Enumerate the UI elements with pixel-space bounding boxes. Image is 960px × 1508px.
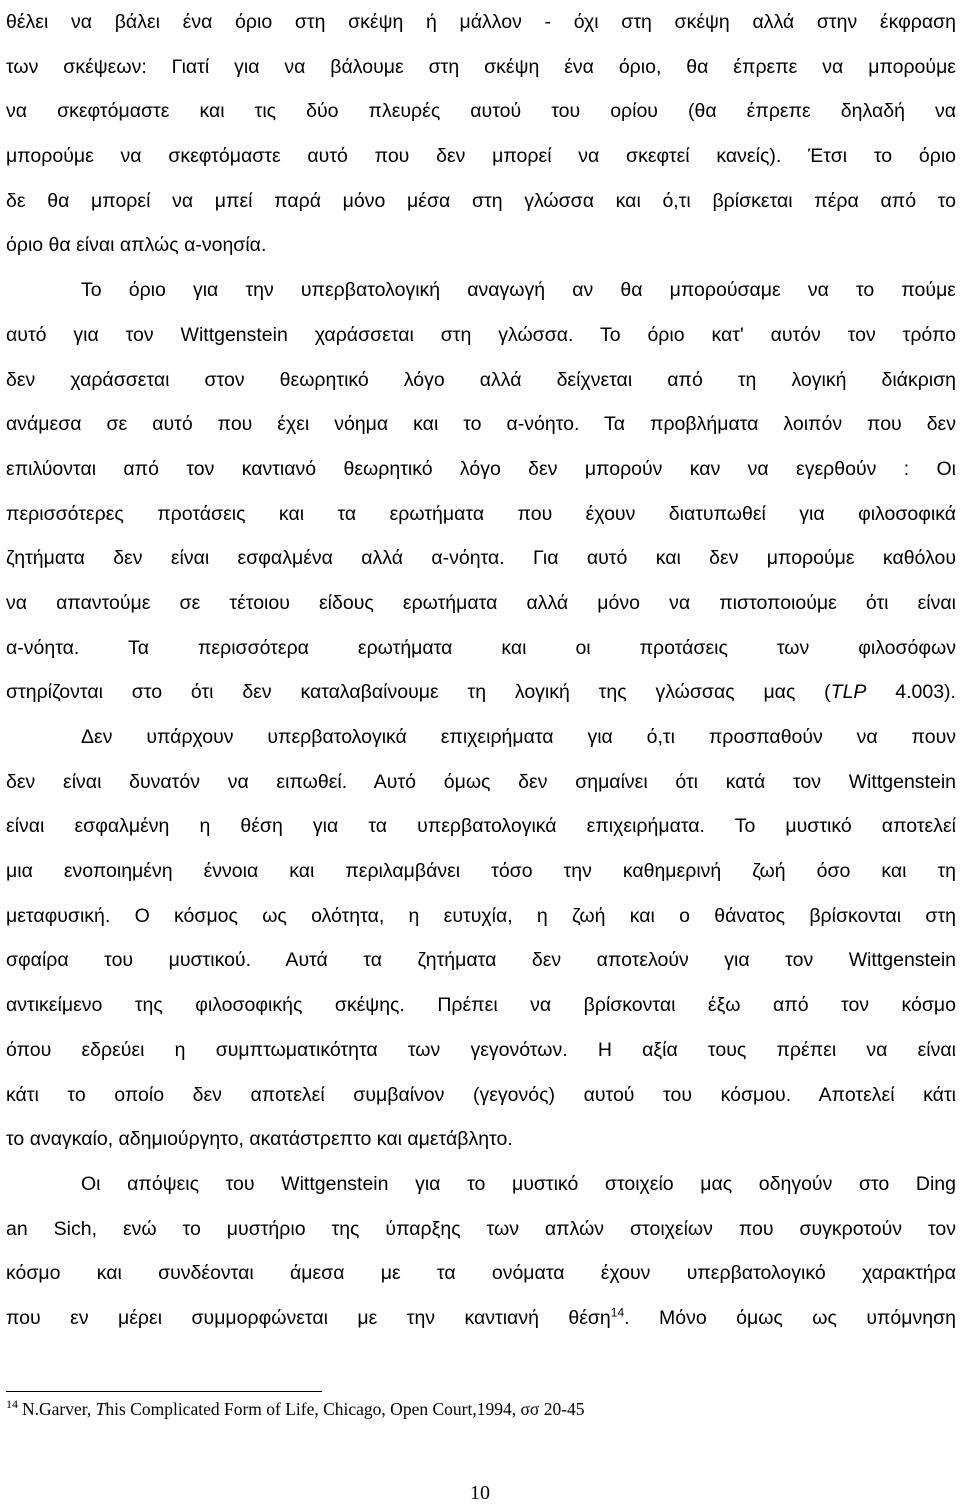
text-line: να απαντούμε σε τέτοιου είδους ερωτήματα αλλά μόνο να πιστοποιούμε ότι είναι: [6, 591, 956, 614]
text-line: θέλει να βάλει ένα όριο στη σκέψη ή μάλλον - όχι στη σκέψη αλλά στην έκφραση: [6, 11, 956, 33]
citation-rest: 4.003).: [866, 681, 956, 704]
footnote-ref-line: [6, 1296, 956, 1341]
citation-lead: στηρίζονται στο ότι δεν καταλαβαίνουμε τη λογική της γλώσσας μας (: [6, 681, 831, 704]
text-line: να σκεφτόμαστε και τις δύο πλευρές αυτού του ορίου (θα έπρεπε δηλαδή να: [6, 100, 956, 123]
text-line: α-νόητα. Τα περισσότερα ερωτήματα και οι προτάσεις των φιλοσόφων: [6, 636, 956, 659]
text-line: αντικείμενο της φιλοσοφικής σκέψης. Πρέπει να βρίσκονται έξω από τον κόσμο: [6, 994, 956, 1017]
footnote-separator: [6, 1391, 322, 1392]
text-line: δεν είναι δυνατόν να ειπωθεί. Αυτό όμως δεν σημαίνει ότι κατά τον Wittgenstein: [6, 770, 956, 793]
footnote-number: 14: [6, 1397, 18, 1412]
text-line: αυτό για τον Wittgenstein χαράσσεται στη γλώσσα. Το όριο κατ' αυτόν τον τρόπο: [6, 323, 956, 346]
text-line: σφαίρα του μυστικού. Αυτά τα ζητήματα δεν αποτελούν για τον Wittgenstein: [6, 949, 956, 972]
text-line: επιλύονται από τον καντιανό θεωρητικό λόγο δεν μπορούν καν να εγερθούν : Οι: [6, 457, 956, 480]
text-line: όπου εδρεύει η συμπτωματικότητα των γεγονότων. Η αξία τους πρέπει να είναι: [6, 1038, 956, 1061]
body-text: [6, 0, 956, 1341]
footnote-text-part2: his Complicated Form of Life, Chicago, Open Court,1994, σσ 20-45: [105, 1399, 585, 1419]
document-page: [6, 0, 956, 1341]
text-line: μεταφυσική. Ο κόσμος ως ολότητα, η ευτυχία, η ζωή και ο θάνατος βρίσκονται στη: [6, 904, 956, 927]
paragraph-start-line: Δεν υπάρχουν υπερβατολογικά επιχειρήματα για ό,τι προσπαθούν να πουν: [81, 726, 956, 748]
text-line: ανάμεσα σε αυτό που έχει νόημα και το α-νόητο. Τα προβλήματα λοιπόν που δεν: [6, 413, 956, 436]
text-line: είναι εσφαλμένη η θέση για τα υπερβατολογικά επιχειρήματα. Το μυστικό αποτελεί: [6, 815, 956, 838]
paragraph-start-line: Οι απόψεις του Wittgenstein για το μυστικό στοιχείο μας οδηγούν στο Ding: [81, 1172, 956, 1195]
citation-italic: TLP: [830, 681, 867, 704]
footnote-reference[interactable]: 14: [610, 1305, 625, 1320]
text-segment: . Μόνο όμως ως υπόμνηση: [624, 1306, 956, 1329]
text-line: όριο θα είναι απλώς α-νοησία.: [6, 234, 267, 257]
text-line: an Sich, ενώ το μυστήριο της ύπαρξης των απλών στοιχείων που συγκροτούν τον: [6, 1217, 956, 1240]
text-line: κόσμο και συνδέονται άμεσα με τα ονόματα έχουν υπερβατολογικό χαρακτήρα: [6, 1262, 956, 1285]
footnote-text-part1: N.Garver,: [22, 1399, 96, 1419]
text-segment: που εν μέρει συμμορφώνεται με την καντιανή θέση: [6, 1306, 611, 1329]
paragraph-start-line: Το όριο για την υπερβατολογική αναγωγή αν θα μπορούσαμε να το πούμε: [81, 279, 956, 302]
citation-line: [6, 670, 956, 715]
text-line: ζητήματα δεν είναι εσφαλμένα αλλά α-νόητα. Για αυτό και δεν μπορούμε καθόλου: [6, 547, 956, 570]
text-line: περισσότερες προτάσεις και τα ερωτήματα που έχουν διατυπωθεί για φιλοσοφικά: [6, 502, 956, 525]
text-line: μια ενοποιημένη έννοια και περιλαμβάνει τόσο την καθημερινή ζωή όσο και τη: [6, 860, 956, 883]
text-line: το αναγκαίο, αδημιούργητο, ακατάστρεπτο και αμετάβλητο.: [6, 1128, 513, 1151]
text-line: κάτι το οποίο δεν αποτελεί συμβαίνον (γεγονός) αυτού του κόσμου. Αποτελεί κάτι: [6, 1083, 956, 1106]
page-number: 10: [470, 1482, 490, 1504]
text-line: των σκέψεων: Γιατί για να βάλουμε στη σκέψη ένα όριο, θα έπρεπε να μπορούμε: [6, 55, 956, 78]
footnote: [6, 1399, 585, 1420]
footnote-text-italic: T: [95, 1399, 106, 1419]
text-line: μπορούμε να σκεφτόμαστε αυτό που δεν μπορεί να σκεφτεί κανείς). Έτσι το όριο: [6, 145, 956, 168]
text-line: δεν χαράσσεται στον θεωρητικό λόγο αλλά δείχνεται από τη λογική διάκριση: [6, 368, 956, 391]
text-line: δε θα μπορεί να μπεί παρά μόνο μέσα στη γλώσσα και ό,τι βρίσκεται πέρα από το: [6, 189, 956, 212]
